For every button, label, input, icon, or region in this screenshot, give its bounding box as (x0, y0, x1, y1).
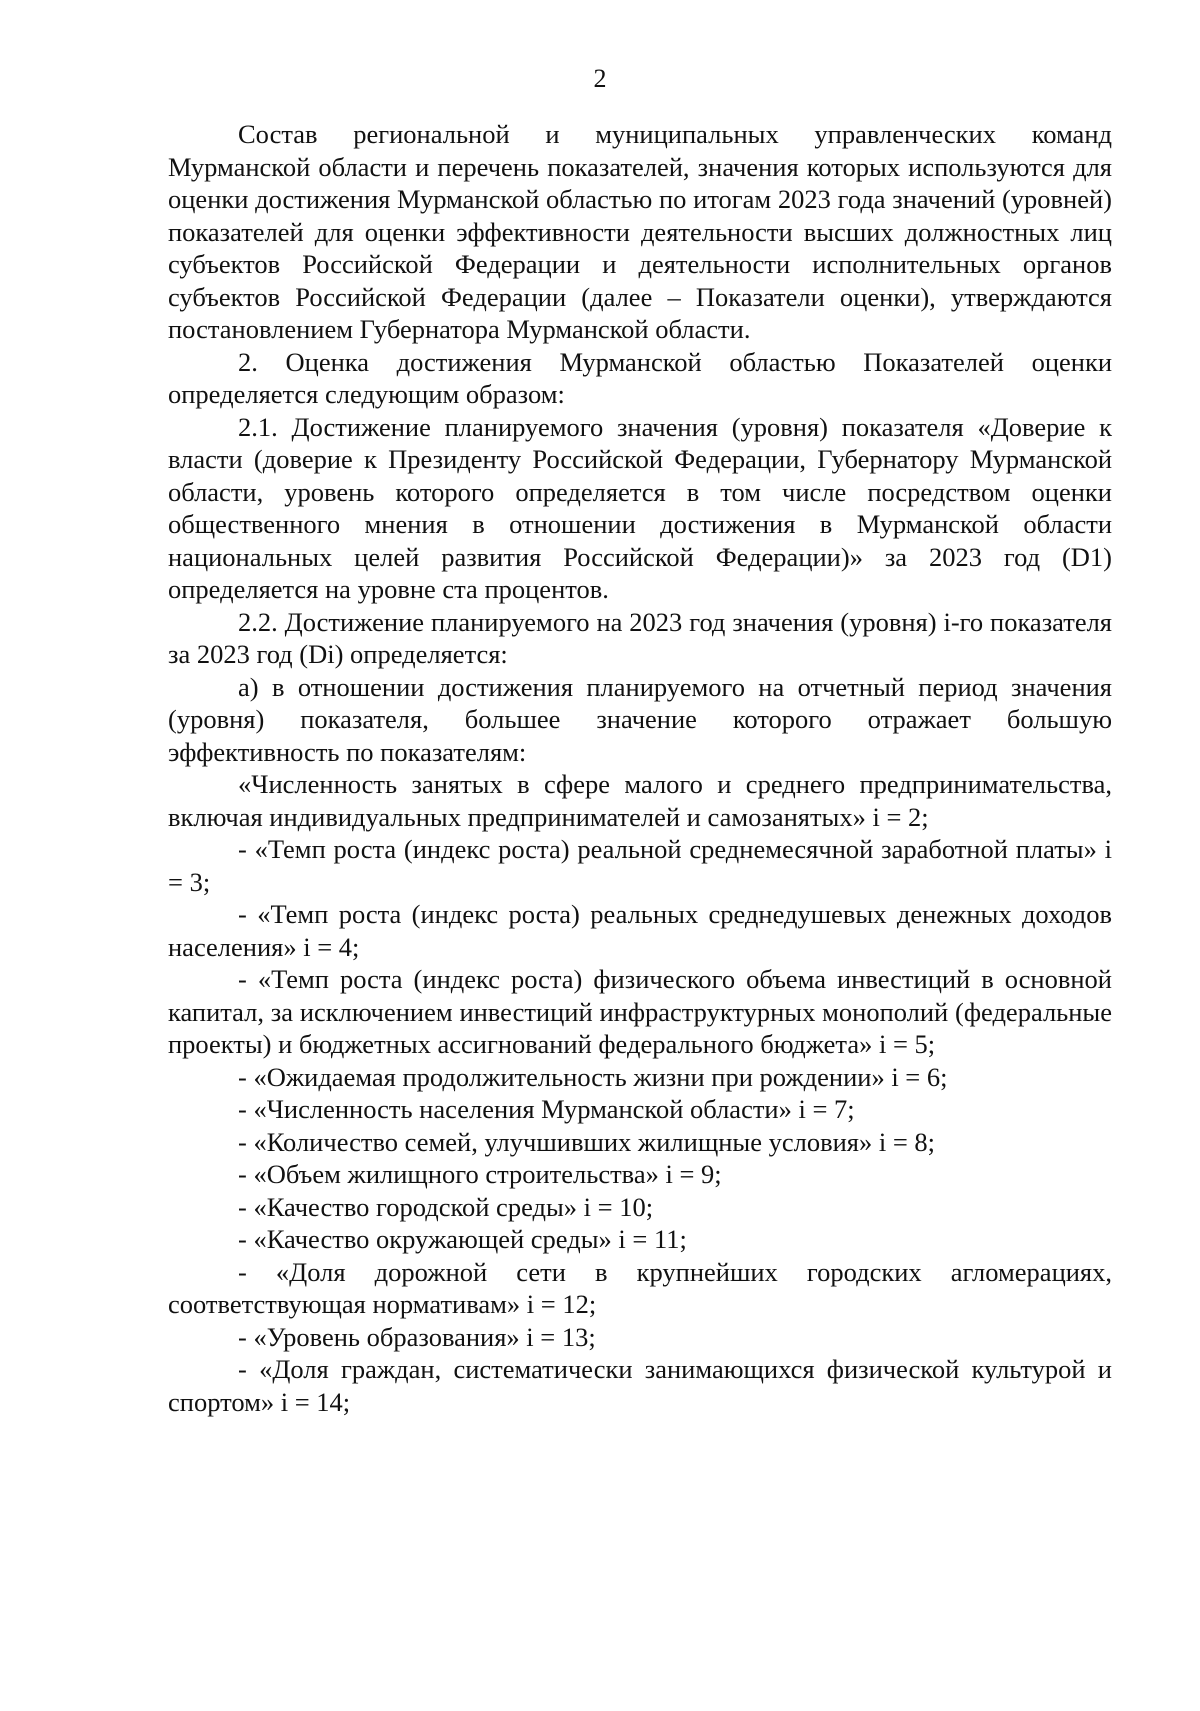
indicator-item: - «Доля дорожной сети в крупнейших городских агломерациях, соответствующая нормативам» i = 12; (168, 1256, 1112, 1319)
indicator-item: - «Объем жилищного строительства» i = 9; (238, 1159, 722, 1189)
indicator-item: «Численность занятых в сфере малого и среднего предпринимательства, включая индивидуальных предпринимателей и самозанятых» i = 2; (168, 769, 1112, 832)
page-number: 2 (593, 64, 607, 93)
document-body (168, 118, 1112, 1418)
indicator-item: - «Качество городской среды» i = 10; (238, 1191, 654, 1222)
indicator-item: - «Темп роста (индекс роста) реальных среднедушевых денежных доходов населения» i = 4; (168, 899, 1112, 962)
indicator-item: - «Уровень образования» i = 13; (238, 1321, 596, 1352)
indicator-item: - «Темп роста (индекс роста) физического объема инвестиций в основной капитал, за исключением инвестиций инфраструктурных монополий (федеральные проекты) и бюджетных ассигнований федерального бюджета» i = 5; (168, 964, 1112, 1059)
paragraph-section-2-1: 2.1. Достижение планируемого значения (уровня) показателя «Доверие к власти (доверие к Президенту Российской Федерации, Губернатору Мурманской области, уровень которого определяется в том числе посредством оценки общественного мнения в отношении достижения в Мурманской области национальных целей развития Российской Федерации)» за 2023 год (D1) определяется на уровне ста процентов. (168, 411, 1112, 604)
paragraph-section-2-2: 2.2. Достижение планируемого на 2023 год значения (уровня) i-го показателя за 2023 год (Di) определяется: (168, 606, 1112, 669)
indicator-item: - «Ожидаемая продолжительность жизни при рождении» i = 6; (238, 1061, 948, 1092)
paragraph-section-2: 2. Оценка достижения Мурманской областью Показателей оценки определяется следующим образом: (168, 346, 1112, 409)
indicator-item: - «Количество семей, улучшивших жилищные условия» i = 8; (238, 1126, 936, 1157)
indicator-item: - «Темп роста (индекс роста) реальной среднемесячной заработной платы» i = 3; (168, 834, 1112, 897)
paragraph-team-composition: Состав региональной и муниципальных управленческих команд Мурманской области и перечень показателей, значения которых используются для оценки достижения Мурманской областью по итогам 2023 года значений (уровней) показателей для оценки эффективности деятельности высших должностных лиц субъектов Российской Федерации и деятельности исполнительных органов субъектов Российской Федерации (далее – Показатели оценки), утверждаются постановлением Губернатора Мурманской области. (168, 119, 1112, 344)
indicator-item: - «Доля граждан, систематически занимающихся физической культурой и спортом» i = 14; (168, 1354, 1112, 1417)
paragraph-subsection-a: а) в отношении достижения планируемого на отчетный период значения (уровня) показателя, большее значение которого отражает большую эффективность по показателям: (168, 671, 1112, 767)
indicator-item: - «Численность населения Мурманской области» i = 7; (238, 1094, 855, 1124)
indicator-item: - «Качество окружающей среды» i = 11; (238, 1224, 687, 1254)
